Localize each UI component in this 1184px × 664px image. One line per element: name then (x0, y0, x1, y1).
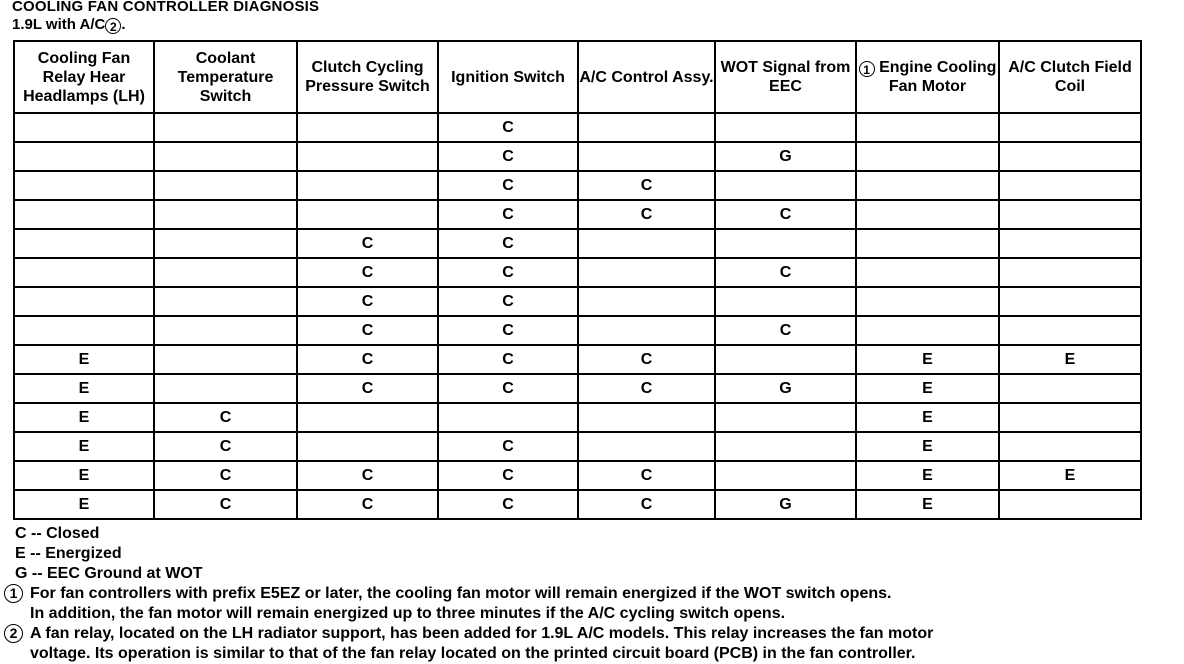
table-cell (297, 142, 438, 171)
table-cell (999, 490, 1141, 519)
footnote-line: A fan relay, located on the LH radiator support, has been added for 1.9L A/C models. This relay increases the fan motor (30, 625, 934, 642)
table-cell: E (14, 345, 154, 374)
table-row (14, 229, 1141, 258)
column-header-label: Cooling Fan Relay Hear Headlamps (LH) (23, 49, 145, 105)
table-row (14, 287, 1141, 316)
table-cell (154, 200, 297, 229)
table-cell (999, 258, 1141, 287)
table-cell (715, 171, 856, 200)
table-cell (154, 113, 297, 142)
table-cell: E (999, 345, 1141, 374)
table-cell (154, 345, 297, 374)
table-cell: C (297, 258, 438, 287)
table-cell: C (297, 374, 438, 403)
column-header-label: Coolant Temperature Switch (177, 49, 274, 105)
table-row (14, 490, 1141, 519)
table-cell: C (438, 490, 578, 519)
column-header-label: Ignition Switch (451, 68, 565, 86)
footnote-line: voltage. Its operation is similar to that of the fan relay located on the printed circuit board (PCB) in the fan controller. (30, 645, 916, 662)
table-cell (154, 142, 297, 171)
table-row (14, 432, 1141, 461)
table-cell: C (715, 258, 856, 287)
table-cell: E (856, 345, 999, 374)
table-cell (999, 316, 1141, 345)
table-row (14, 461, 1141, 490)
subtitle-suffix: . (121, 16, 126, 33)
footnote-marker-1: 1 (859, 61, 875, 77)
table-cell (578, 287, 715, 316)
footnote-marker-2: 2 (105, 18, 121, 34)
table-cell: C (578, 200, 715, 229)
table-cell: C (438, 142, 578, 171)
table-row (14, 200, 1141, 229)
table-cell: E (856, 461, 999, 490)
table-cell: G (715, 374, 856, 403)
table-cell (715, 461, 856, 490)
table-cell: G (715, 142, 856, 171)
table-cell (14, 258, 154, 287)
column-header (715, 41, 856, 113)
table-body (14, 113, 1141, 519)
table-cell (154, 287, 297, 316)
table-cell (999, 374, 1141, 403)
table-cell (578, 403, 715, 432)
table-cell: C (154, 490, 297, 519)
table-cell (14, 113, 154, 142)
table-cell (999, 142, 1141, 171)
table-cell (999, 171, 1141, 200)
table-cell: G (715, 490, 856, 519)
table-cell (856, 258, 999, 287)
legend (15, 524, 203, 584)
table-cell: C (578, 171, 715, 200)
table-cell (999, 432, 1141, 461)
table-cell (715, 229, 856, 258)
table-cell (856, 200, 999, 229)
column-header-label: Clutch Cycling Pressure Switch (305, 59, 430, 95)
table-cell: E (14, 403, 154, 432)
table-row (14, 403, 1141, 432)
table-cell (297, 403, 438, 432)
table-cell (715, 287, 856, 316)
legend-item-closed: C -- Closed (15, 525, 100, 542)
table-cell (154, 258, 297, 287)
table-cell (856, 229, 999, 258)
table-cell (578, 258, 715, 287)
table-cell (578, 142, 715, 171)
table-cell (578, 432, 715, 461)
table-cell: E (856, 403, 999, 432)
table-cell (154, 229, 297, 258)
table-cell (856, 171, 999, 200)
table-cell: C (578, 345, 715, 374)
footnote-2 (4, 624, 933, 664)
table-cell (856, 287, 999, 316)
table-cell: C (438, 229, 578, 258)
table-cell (578, 316, 715, 345)
table-cell: C (297, 461, 438, 490)
table-cell (14, 142, 154, 171)
diagnosis-table-container (13, 40, 1132, 519)
table-cell (999, 403, 1141, 432)
table-row (14, 258, 1141, 287)
table-row (14, 374, 1141, 403)
table-cell (14, 171, 154, 200)
table-cell (856, 113, 999, 142)
table-cell (999, 113, 1141, 142)
column-header-label: Engine Cooling Fan Motor (879, 59, 997, 95)
table-cell: C (154, 432, 297, 461)
table-cell: C (438, 113, 578, 142)
table-row (14, 171, 1141, 200)
legend-item-ground: G -- EEC Ground at WOT (15, 565, 203, 582)
table-cell: C (154, 403, 297, 432)
footnote-line: In addition, the fan motor will remain energized up to three minutes if the A/C cycling switch opens. (30, 605, 786, 622)
table-cell (578, 113, 715, 142)
table-cell: C (438, 461, 578, 490)
table-cell: E (14, 374, 154, 403)
column-header-label: A/C Clutch Field Coil (1008, 59, 1132, 95)
column-header (856, 41, 999, 113)
table-cell (14, 287, 154, 316)
table-cell: C (715, 200, 856, 229)
table-row (14, 142, 1141, 171)
table-cell: E (856, 374, 999, 403)
table-cell: E (14, 490, 154, 519)
table-cell: C (438, 316, 578, 345)
table-cell (438, 403, 578, 432)
table-cell: C (578, 461, 715, 490)
table-cell (715, 345, 856, 374)
table-cell: C (297, 490, 438, 519)
table-cell: E (999, 461, 1141, 490)
table-cell (14, 229, 154, 258)
table-cell: C (438, 200, 578, 229)
table-cell (715, 403, 856, 432)
table-cell (578, 229, 715, 258)
footnote-marker-1: 1 (4, 584, 23, 603)
table-cell: C (297, 316, 438, 345)
table-cell: C (297, 229, 438, 258)
table-cell (856, 316, 999, 345)
table-cell: C (715, 316, 856, 345)
table-cell (297, 171, 438, 200)
table-cell (999, 200, 1141, 229)
column-header (578, 41, 715, 113)
table-cell: C (438, 171, 578, 200)
table-row (14, 113, 1141, 142)
document-title: COOLING FAN CONTROLLER DIAGNOSIS (12, 0, 320, 15)
table-cell: C (297, 345, 438, 374)
table-row (14, 345, 1141, 374)
column-header (999, 41, 1141, 113)
table-cell (715, 113, 856, 142)
table-cell: C (438, 258, 578, 287)
column-header-label: A/C Control Assy. (579, 68, 714, 86)
table-cell (154, 374, 297, 403)
table-cell: C (297, 287, 438, 316)
table-cell (715, 432, 856, 461)
table-cell (999, 287, 1141, 316)
table-cell: C (438, 432, 578, 461)
column-header-label: WOT Signal from EEC (720, 59, 851, 95)
footnotes (4, 584, 933, 664)
column-header (14, 41, 154, 113)
footnote-line: For fan controllers with prefix E5EZ or later, the cooling fan motor will remain energized if the WOT switch opens. (30, 585, 892, 602)
table-cell: C (438, 345, 578, 374)
table-cell: C (578, 490, 715, 519)
diagnosis-table (13, 40, 1142, 520)
legend-item-energized: E -- Energized (15, 545, 122, 562)
table-cell: C (578, 374, 715, 403)
document-subtitle (12, 16, 126, 34)
table-cell: E (14, 432, 154, 461)
column-header (154, 41, 297, 113)
table-cell (14, 200, 154, 229)
table-cell: E (856, 490, 999, 519)
table-cell (297, 200, 438, 229)
table-cell (856, 142, 999, 171)
footnote-1 (4, 584, 933, 624)
table-cell (297, 432, 438, 461)
table-header-row (14, 41, 1141, 113)
table-cell (297, 113, 438, 142)
table-cell (14, 316, 154, 345)
column-header (297, 41, 438, 113)
footnote-marker-2: 2 (4, 624, 23, 643)
table-row (14, 316, 1141, 345)
table-cell (154, 316, 297, 345)
table-cell (999, 229, 1141, 258)
table-cell: C (438, 374, 578, 403)
table-cell: C (438, 287, 578, 316)
table-cell (154, 171, 297, 200)
column-header (438, 41, 578, 113)
table-cell: E (856, 432, 999, 461)
table-cell: C (154, 461, 297, 490)
subtitle-text: 1.9L with A/C (12, 16, 106, 33)
table-cell: E (14, 461, 154, 490)
